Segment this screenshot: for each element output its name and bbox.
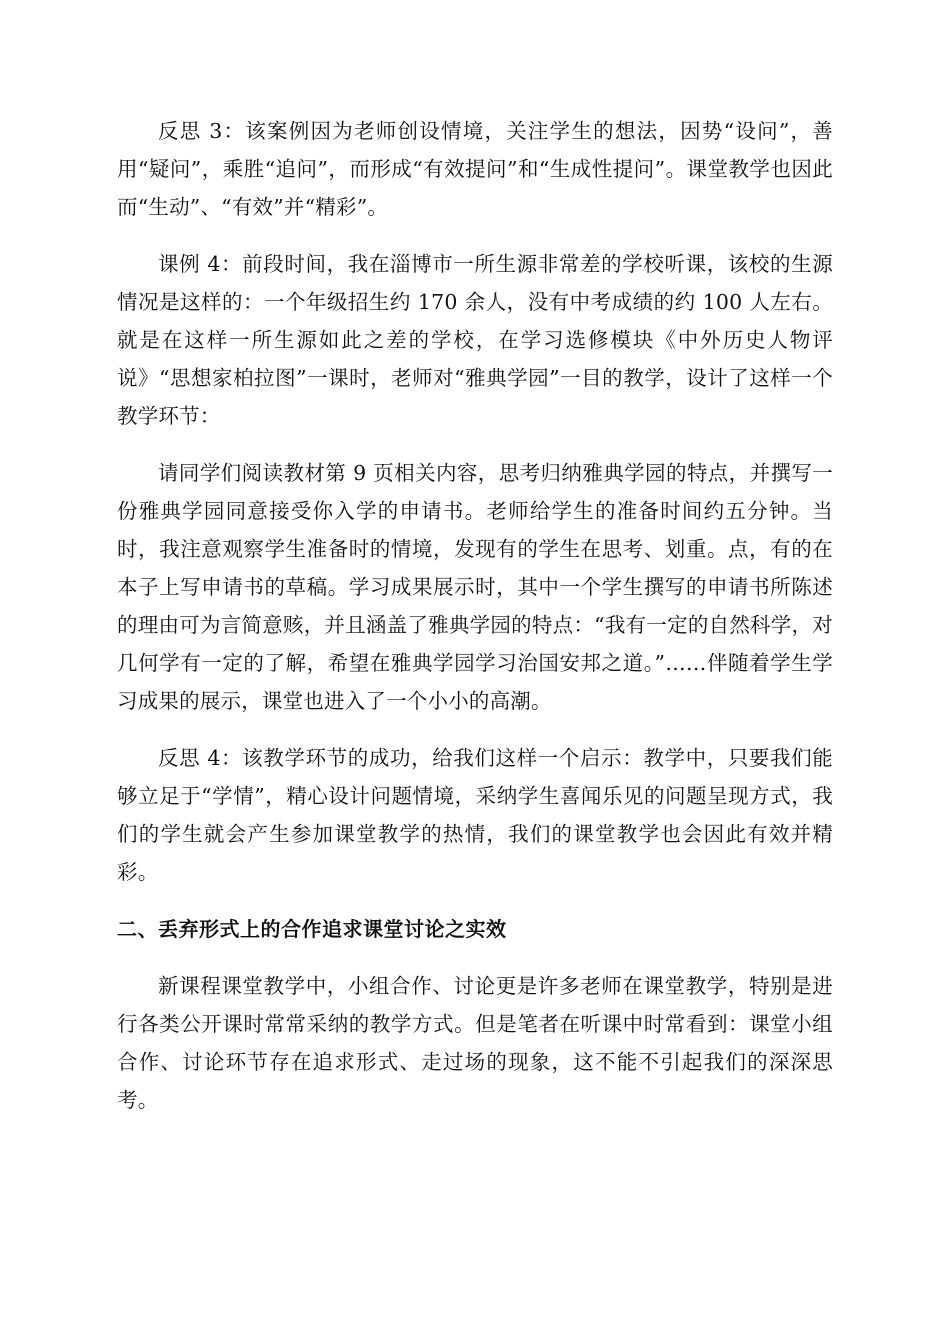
paragraph-case-4: 课例 4：前段时间，我在淄博市一所生源非常差的学校听课，该校的生源情况是这样的：一个年级招生约 170 余人，没有中考成绩的约 100 人左右。就是在这样一所生源如此之差的学校，在学习选修模块《中外历史人物评说》“思想家柏拉图”一课时，老师对“雅典学园”一目的教学，设计了这样一个教学环节： [117,252,833,428]
paragraph-reflection-4: 反思 4：该教学环节的成功，给我们这样一个启示：教学中，只要我们能够立足于“学情”，精心设计问题情境，采纳学生喜闻乐见的问题呈现方式，我们的学生就会产生参加课堂教学的热情，我们的课堂教学也会因此有效并精彩。 [117,746,833,884]
document-body [117,112,833,1119]
paragraph-task-description: 请同学们阅读教材第 9 页相关内容，思考归纳雅典学园的特点，并撰写一份雅典学园同意接受你入学的申请书。老师给学生的准备时间约五分钟。当时，我注意观察学生准备时的情境，发现有的学生在思考、划重。点，有的在本子上写申请书的草稿。学习成果展示时，其中一个学生撰写的申请书所陈述的理由可为言简意赅，并且涵盖了雅典学园的特点：“我有一定的自然科学，对几何学有一定的了解，希望在雅典学园学习治国安邦之道。”……伴随着学生学习成果的展示，课堂也进入了一个小小的高潮。 [117,461,833,713]
section-heading-2: 二、丢弃形式上的合作追求课堂讨论之实效 [117,917,507,941]
paragraph-group-discussion: 新课程课堂教学中，小组合作、讨论更是许多老师在课堂教学，特别是进行各类公开课时常常采纳的教学方式。但是笔者在听课中时常看到：课堂小组合作、讨论环节存在追求形式、走过场的现象，这不能不引起我们的深深思考。 [117,974,833,1112]
paragraph-reflection-3: 反思 3：该案例因为老师创设情境，关注学生的想法，因势“设问”，善用“疑问”，乘胜“追问”，而形成“有效提问”和“生成性提问”。课堂教学也因此而“生动”、“有效”并“精彩”。 [117,119,833,219]
